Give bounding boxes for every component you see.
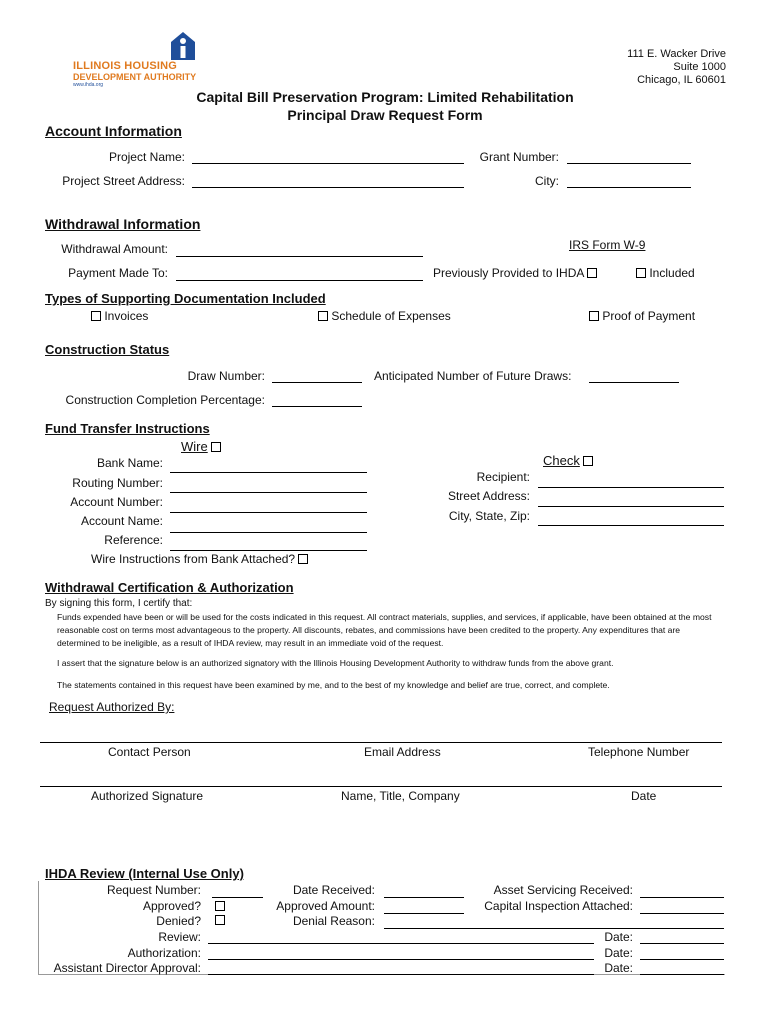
payment-made-to-label: Payment Made To: [68, 266, 168, 280]
certification-paragraph-2: I assert that the signature below is an authorized signatory with the Illinois Housing Development Authority to withdraw funds from the above grant. [57, 658, 614, 668]
previously-provided-checkbox[interactable] [587, 268, 597, 278]
address-line-2: Suite 1000 [673, 61, 726, 73]
bank-name-field[interactable] [170, 472, 367, 473]
account-number-field[interactable] [170, 512, 367, 513]
city-label: City: [535, 174, 559, 188]
denied-label: Denied? [156, 914, 201, 928]
reference-label: Reference: [104, 533, 163, 547]
wire-option[interactable] [181, 439, 221, 454]
included-checkbox[interactable] [636, 268, 646, 278]
grant-number-field[interactable] [567, 163, 691, 164]
authorized-by-label: Request Authorized By: [49, 700, 175, 714]
denied-checkbox[interactable] [215, 915, 225, 925]
wire-label: Wire [181, 439, 208, 454]
email-label: Email Address [364, 745, 441, 759]
check-checkbox[interactable] [583, 456, 593, 466]
request-number-label: Request Number: [106, 883, 201, 897]
review-field[interactable] [208, 943, 594, 944]
reference-field[interactable] [170, 550, 367, 551]
form-title [0, 88, 770, 124]
city-state-zip-label: City, State, Zip: [448, 509, 530, 523]
date-received-field[interactable] [384, 897, 464, 898]
house-i-icon [170, 31, 196, 61]
phone-label: Telephone Number [588, 745, 690, 759]
invoices-option[interactable] [91, 309, 148, 323]
recipient-field[interactable] [538, 487, 724, 488]
authorized-signature-line[interactable] [40, 786, 722, 787]
invoices-checkbox[interactable] [91, 311, 101, 321]
bank-name-label: Bank Name: [96, 456, 163, 470]
asst-director-date-field[interactable] [640, 974, 724, 975]
asset-servicing-field[interactable] [640, 897, 724, 898]
included-option[interactable] [636, 266, 695, 280]
contact-signature-line[interactable] [40, 742, 722, 743]
contact-person-label: Contact Person [108, 745, 191, 759]
review-date-label: Date: [604, 930, 633, 944]
wire-attached-label: Wire Instructions from Bank Attached? [91, 552, 296, 566]
address-line-1: 111 E. Wacker Drive [627, 48, 726, 60]
draw-number-label: Draw Number: [187, 369, 265, 383]
authorization-label: Authorization: [127, 946, 201, 960]
street-address-label: Project Street Address: [62, 174, 185, 188]
request-number-field[interactable] [212, 897, 263, 898]
payment-made-to-field[interactable] [176, 280, 423, 281]
asst-director-field[interactable] [208, 974, 594, 975]
check-option[interactable] [543, 453, 593, 468]
asset-servicing-label: Asset Servicing Received: [493, 883, 633, 897]
certification-heading: Withdrawal Certification & Authorization [45, 580, 294, 595]
city-field[interactable] [567, 187, 691, 188]
certification-paragraph-3: The statements contained in this request have been examined by me, and to the best of my knowledge and belief are true, correct, and complete. [57, 680, 610, 690]
account-number-label: Account Number: [70, 495, 163, 509]
date-label: Date [631, 789, 657, 803]
completion-label: Construction Completion Percentage: [65, 393, 265, 407]
review-heading: IHDA Review (Internal Use Only) [45, 866, 244, 881]
proof-option[interactable] [589, 309, 695, 323]
schedule-option[interactable] [318, 309, 451, 323]
account-name-label: Account Name: [80, 514, 163, 528]
logo-line-1: ILLINOIS HOUSING [73, 60, 178, 72]
review-label: Review: [158, 930, 201, 944]
address-line-3: Chicago, IL 60601 [637, 74, 726, 86]
check-street-field[interactable] [538, 506, 724, 507]
date-received-label: Date Received: [292, 883, 375, 897]
previously-provided-label: Previously Provided to IHDA [433, 266, 584, 280]
form-title-line-2: Principal Draw Request Form [287, 107, 483, 123]
approved-amount-label: Approved Amount: [276, 899, 375, 913]
logo-url: www.ihda.org [73, 82, 104, 88]
account-heading: Account Information [45, 123, 182, 139]
approved-checkbox[interactable] [215, 901, 225, 911]
withdrawal-amount-field[interactable] [176, 256, 423, 257]
schedule-checkbox[interactable] [318, 311, 328, 321]
logo-line-2: DEVELOPMENT AUTHORITY [73, 72, 197, 82]
capital-inspection-label: Capital Inspection Attached: [484, 899, 633, 913]
invoices-label: Invoices [104, 309, 149, 323]
future-draws-field[interactable] [589, 382, 679, 383]
authorization-date-label: Date: [604, 946, 633, 960]
wire-checkbox[interactable] [211, 442, 221, 452]
denial-reason-label: Denial Reason: [292, 914, 375, 928]
denial-reason-field[interactable] [384, 928, 724, 929]
completion-field[interactable] [272, 406, 362, 407]
draw-number-field[interactable] [272, 382, 362, 383]
check-street-label: Street Address: [447, 489, 530, 503]
approved-amount-field[interactable] [384, 913, 464, 914]
recipient-label: Recipient: [476, 470, 530, 484]
proof-checkbox[interactable] [589, 311, 599, 321]
capital-inspection-field[interactable] [640, 913, 724, 914]
wire-attached-option[interactable] [91, 552, 308, 566]
withdrawal-heading: Withdrawal Information [45, 216, 201, 232]
irs-form-label: IRS Form W-9 [569, 238, 646, 252]
form-title-line-1: Capital Bill Preservation Program: Limited Rehabilitation [196, 89, 574, 105]
grant-number-label: Grant Number: [479, 150, 559, 164]
certification-paragraph-1: Funds expended have been or will be used for the costs indicated in this request. All contract materials, supplies, and services, if applicable, have been obtained at the most reasonable cost on terms most advantageous to the property. All discounts, rebates, and commissions have been credited to the property. Any expenditures that are determined to be ineligible, as a result of IHDA review, may result in an immediate void of the request. [57, 612, 712, 648]
name-title-label: Name, Title, Company [341, 789, 460, 803]
approved-label: Approved? [142, 899, 201, 913]
certification-intro: By signing this form, I certify that: [45, 598, 193, 609]
future-draws-label: Anticipated Number of Future Draws: [374, 369, 572, 383]
wire-attached-checkbox[interactable] [298, 554, 308, 564]
construction-heading: Construction Status [45, 342, 170, 357]
included-label: Included [649, 266, 695, 280]
previously-provided-option[interactable] [433, 266, 597, 280]
schedule-label: Schedule of Expenses [331, 309, 451, 323]
docs-heading: Types of Supporting Documentation Included [45, 291, 326, 306]
transfer-heading: Fund Transfer Instructions [45, 421, 210, 436]
authorized-signature-label: Authorized Signature [91, 789, 204, 803]
project-name-field[interactable] [192, 163, 464, 164]
project-name-label: Project Name: [108, 150, 185, 164]
review-date-field[interactable] [640, 943, 724, 944]
asst-director-date-label: Date: [604, 961, 633, 975]
asst-director-label: Assistant Director Approval: [53, 961, 201, 975]
check-label: Check [543, 453, 580, 468]
authorization-field[interactable] [208, 959, 594, 960]
account-name-field[interactable] [170, 532, 367, 533]
routing-label: Routing Number: [72, 476, 163, 490]
routing-field[interactable] [170, 492, 367, 493]
withdrawal-amount-label: Withdrawal Amount: [61, 242, 168, 256]
proof-label: Proof of Payment [602, 309, 696, 323]
authorization-date-field[interactable] [640, 959, 724, 960]
city-state-zip-field[interactable] [538, 525, 724, 526]
street-address-field[interactable] [192, 187, 464, 188]
